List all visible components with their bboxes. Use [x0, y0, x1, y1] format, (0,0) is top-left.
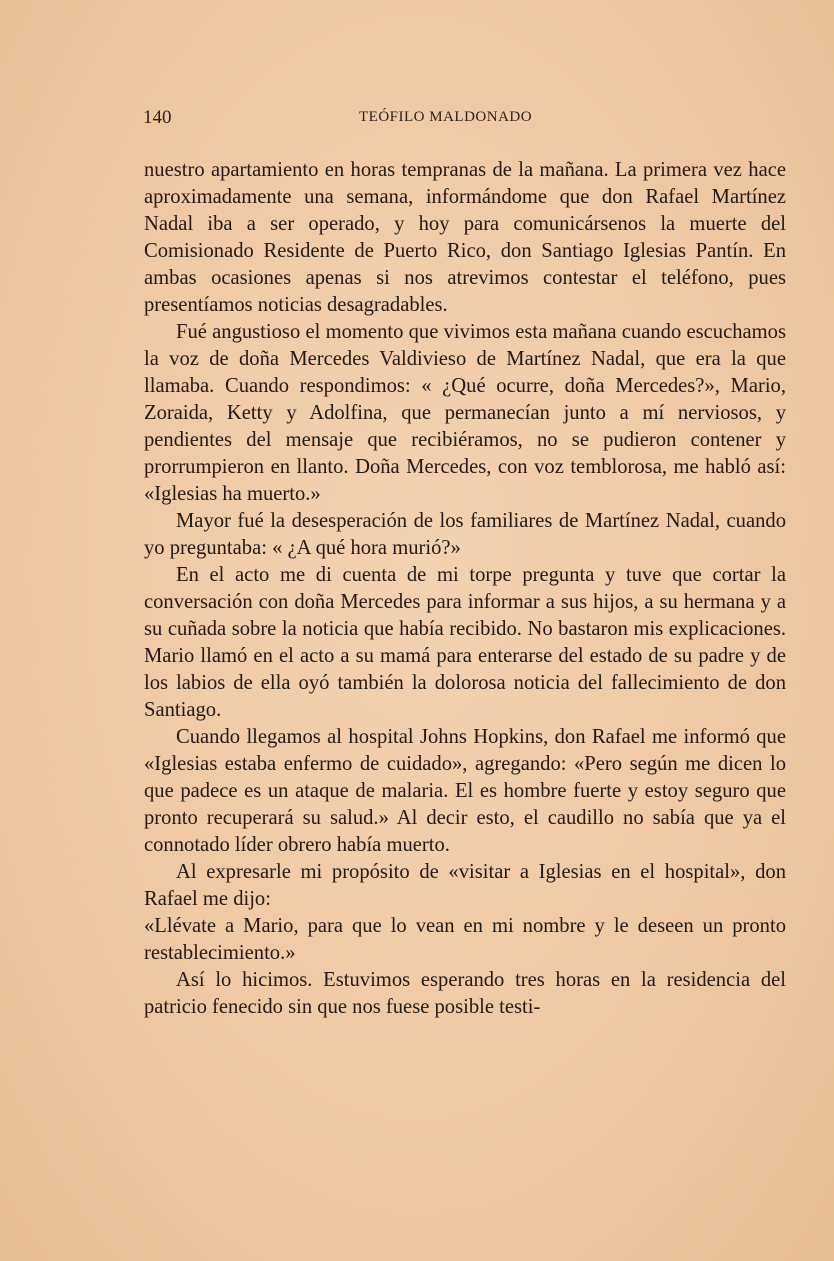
- body-text: [144, 157, 786, 1021]
- paragraph: Mayor fué la desesperación de los familiares de Martínez Nadal, cuando yo preguntaba: « ¿A qué hora murió?»: [144, 510, 786, 559]
- paragraph: nuestro apartamiento en horas tempranas de la mañana. La primera vez hace aproximadamente una semana, informándome que don Rafael Martínez Nadal iba a ser operado, y hoy para comunicársenos la muerte del Comisionado Residente de Puerto Rico, don Santiago Iglesias Pantín. En ambas ocasiones apenas si nos atrevimos contestar el teléfono, pues presentíamos noticias desagradables.: [144, 159, 786, 316]
- page-number: 140: [143, 107, 172, 128]
- paragraph: Cuando llegamos al hospital Johns Hopkins, don Rafael me informó que «Iglesias estaba enfermo de cuidado», agregando: «Pero según me dicen lo que padece es un ataque de malaria. El es hombre fuerte y estoy seguro que pronto recuperará su salud.» Al decir esto, el caudillo no sabía que ya el connotado líder obrero había muerto.: [144, 726, 786, 856]
- paragraph: Así lo hicimos. Estuvimos esperando tres horas en la residencia del patricio fenecido sin que nos fuese posible testi-: [144, 969, 786, 1018]
- paragraph: «Llévate a Mario, para que lo vean en mi nombre y le deseen un pronto restablecimiento.»: [144, 915, 786, 964]
- paragraph: En el acto me di cuenta de mi torpe pregunta y tuve que cortar la conversación con doña Mercedes para informar a sus hijos, a su hermana y a su cuñada sobre la noticia que había recibido. No bastaron mis explicaciones. Mario llamó en el acto a su mamá para enterarse del estado de su padre y de los labios de ella oyó también la dolorosa noticia del fallecimiento de don Santiago.: [144, 564, 786, 721]
- paragraph: Al expresarle mi propósito de «visitar a Iglesias en el hospital», don Rafael me dijo:: [144, 861, 786, 910]
- running-head: TEÓFILO MALDONADO: [359, 109, 533, 125]
- page-header: [143, 107, 783, 131]
- paragraph: Fué angustioso el momento que vivimos esta mañana cuando escuchamos la voz de doña Mercedes Valdivieso de Martínez Nadal, que era la que llamaba. Cuando respondimos: « ¿Qué ocurre, doña Mercedes?», Mario, Zoraida, Ketty y Adolfina, que permanecían junto a mí nerviosos, y pendientes del mensaje que recibiéramos, no se pudieron contener y prorrumpieron en llanto. Doña Mercedes, con voz temblorosa, me habló así: «Iglesias ha muerto.»: [144, 321, 786, 505]
